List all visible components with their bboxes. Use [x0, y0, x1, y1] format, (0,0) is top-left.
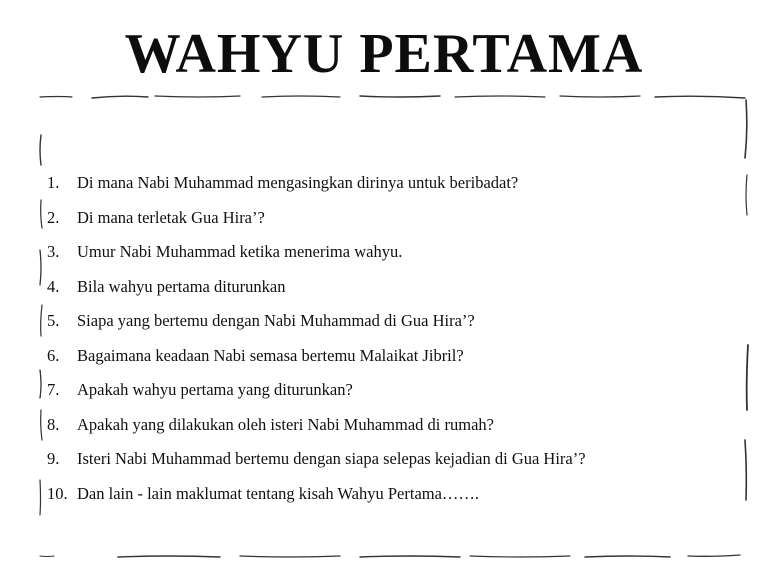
item-text: Di mana terletak Gua Hira’? [77, 207, 265, 227]
item-text: Bagaimana keadaan Nabi semasa bertemu Malaikat Jibril? [77, 345, 464, 365]
item-number: 7. [47, 380, 60, 399]
list-item [47, 442, 747, 477]
item-text: Dan lain - lain maklumat tentang kisah Wahyu Pertama……. [77, 483, 480, 503]
item-number: 8. [47, 414, 60, 434]
item-text: Bila wahyu pertama diturunkan [77, 276, 286, 296]
item-number: 10. [47, 483, 68, 503]
item-number: 2. [47, 207, 60, 227]
list-item [47, 235, 747, 270]
list-item [47, 339, 747, 374]
question-list [47, 166, 747, 511]
list-item [47, 270, 747, 305]
item-number: 5. [47, 311, 60, 330]
item-text: Umur Nabi Muhammad ketika menerima wahyu. [77, 242, 403, 261]
list-item [47, 201, 747, 236]
list-item [47, 408, 747, 443]
item-text: Di mana Nabi Muhammad mengasingkan dirinya untuk beribadat? [77, 173, 519, 192]
item-number: 1. [47, 173, 60, 192]
item-text: Isteri Nabi Muhammad bertemu dengan siapa selepas kejadian di Gua Hira’? [77, 449, 586, 468]
list-item [47, 477, 747, 512]
item-text: Apakah yang dilakukan oleh isteri Nabi Muhammad di rumah? [77, 414, 494, 434]
item-text: Siapa yang bertemu dengan Nabi Muhammad di Gua Hira’? [77, 311, 475, 330]
page-title: WAHYU PERTAMA [124, 23, 644, 85]
item-number: 6. [47, 345, 60, 365]
item-number: 4. [47, 276, 60, 296]
list-item [47, 373, 747, 408]
list-item [47, 166, 747, 201]
item-number: 9. [47, 449, 60, 468]
item-text: Apakah wahyu pertama yang diturunkan? [77, 380, 353, 399]
item-number: 3. [47, 242, 60, 261]
list-item [47, 304, 747, 339]
